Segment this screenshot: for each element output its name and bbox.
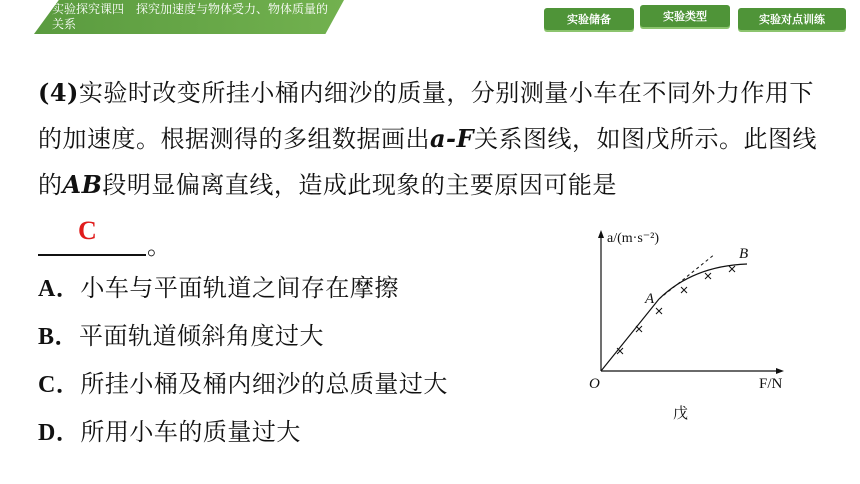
question-number: (4) [38, 78, 79, 107]
data-marker [729, 266, 735, 272]
option-b-text: 平面轨道倾斜角度过大 [79, 322, 325, 350]
data-marker [705, 273, 711, 279]
x-axis-label: F/N [759, 376, 783, 392]
question-body-2: 关系图线，如图戊所示。此图线的 [38, 125, 818, 199]
var-AB: AB [62, 170, 103, 199]
x-axis-arrow [776, 368, 784, 374]
option-a-label: A． [38, 276, 81, 302]
option-a-text: 小车与平面轨道之间存在摩擦 [80, 274, 399, 302]
point-a-label: A [645, 291, 655, 307]
header-bar [0, 0, 860, 38]
linear-segment [601, 299, 659, 371]
a-f-graph [575, 226, 795, 426]
question-body-3: 段明显偏离直线，造成此现象的主要原因可能是 [102, 171, 617, 199]
curved-segment-ab [659, 264, 747, 299]
data-marker [617, 348, 623, 354]
option-d[interactable] [38, 412, 301, 447]
question-body-1: 实验时改变所挂小桶内细沙的质量，分别测量小车在不同外力作用下的加速度。根据测得的多组数据画出 [38, 79, 814, 153]
data-marker [681, 287, 687, 293]
option-a[interactable] [38, 268, 399, 303]
data-marker [656, 308, 662, 314]
question-text [38, 70, 828, 208]
figure-caption: 戊 [673, 404, 689, 422]
origin-label: O [589, 376, 600, 392]
option-b-label: B． [38, 324, 80, 350]
var-a-F: a-F [430, 124, 475, 153]
nav-experiment-practice-button[interactable]: 实验对点训练 [738, 8, 846, 30]
answer-value: C [78, 216, 97, 245]
option-d-text: 所用小车的质量过大 [80, 418, 301, 446]
option-b[interactable] [38, 316, 324, 351]
y-axis-arrow [598, 230, 604, 238]
nav-experiment-preparation-button[interactable]: 实验储备 [544, 8, 634, 30]
option-d-label: D． [38, 420, 81, 446]
option-c-label: C． [38, 372, 81, 398]
option-c-text: 所挂小桶及桶内细沙的总质量过大 [80, 370, 448, 398]
point-b-label: B [739, 246, 749, 262]
data-markers [617, 266, 735, 354]
option-c[interactable] [38, 364, 448, 399]
header-title: 实验探究课四 探究加速度与物体受力、物体质量的关系 [52, 2, 329, 31]
nav-experiment-types-button[interactable]: 实验类型 [640, 5, 730, 27]
y-axis-label: a/(m·s⁻²) [607, 231, 660, 246]
answer-period: 。 [147, 232, 171, 260]
data-marker [636, 326, 642, 332]
